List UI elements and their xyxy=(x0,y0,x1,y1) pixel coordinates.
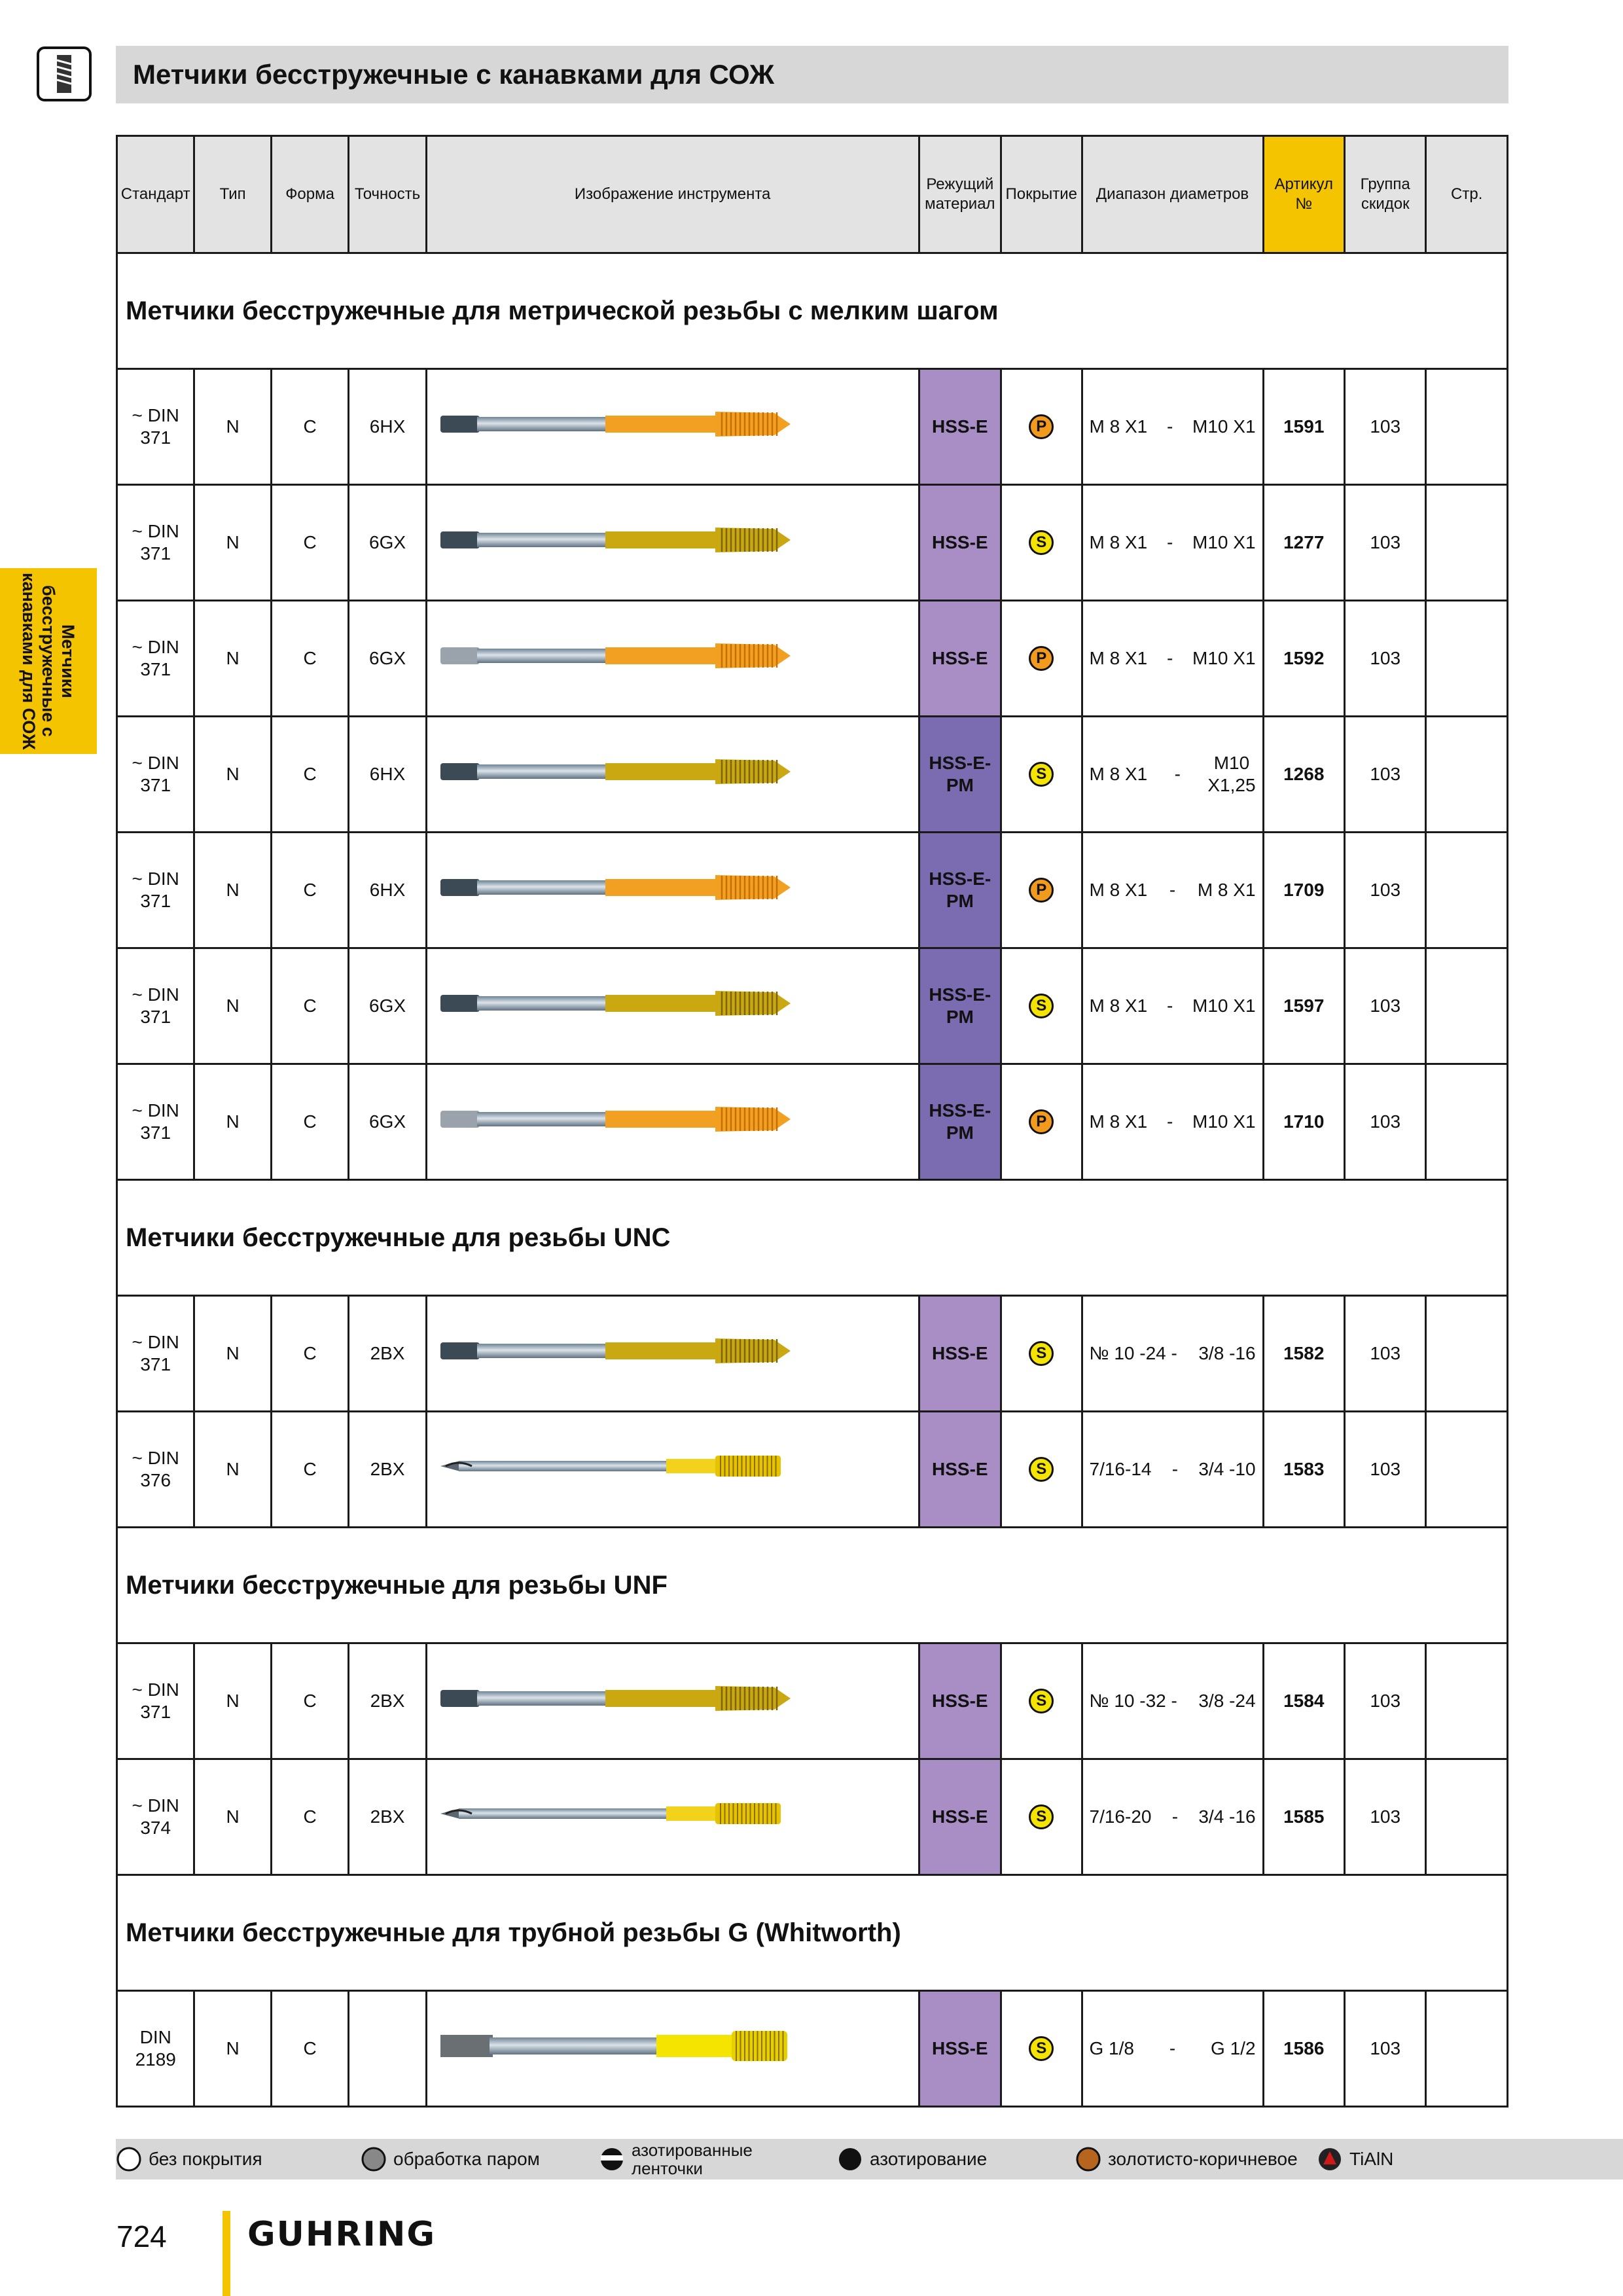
cell-group: 103 xyxy=(1344,1064,1425,1180)
range-dash: - xyxy=(1166,996,1173,1016)
range-from: 7/16-14 xyxy=(1089,1459,1152,1479)
page-number: 724 xyxy=(116,2219,167,2253)
cell-accuracy: 2BX xyxy=(349,1759,426,1875)
legend-label: TiAlN xyxy=(1349,2149,1394,2169)
legend-label: азотированные ленточки xyxy=(632,2140,753,2178)
cell-range xyxy=(1082,948,1263,1064)
legend-label: золотисто-коричневое xyxy=(1108,2149,1298,2169)
cell-accuracy: 6HX xyxy=(349,369,426,485)
cell-coating xyxy=(1001,1991,1082,2107)
range-to: M10 X1 xyxy=(1192,416,1256,437)
legend-item xyxy=(1075,2145,1308,2174)
table-row xyxy=(117,369,1508,485)
cell-type: N xyxy=(194,1643,271,1759)
tap-image xyxy=(434,630,800,681)
tap-image xyxy=(434,978,800,1029)
col-material: Режущий материал xyxy=(919,136,1001,253)
cell-group: 103 xyxy=(1344,1643,1425,1759)
section-row xyxy=(117,253,1508,369)
cell-standard: ~ DIN 371 xyxy=(117,1064,194,1180)
cell-range xyxy=(1082,369,1263,485)
cell-type: N xyxy=(194,833,271,948)
cell-image xyxy=(426,1296,919,1412)
cell-standard: ~ DIN 371 xyxy=(117,1296,194,1412)
cell-type: N xyxy=(194,1412,271,1528)
cell-group: 103 xyxy=(1344,717,1425,833)
cell-material: HSS-E xyxy=(919,1643,1001,1759)
coating-p-icon: P xyxy=(1029,646,1054,671)
cell-material: HSS-E xyxy=(919,1759,1001,1875)
cell-standard: ~ DIN 371 xyxy=(117,485,194,601)
range-from: № 10 -32 - xyxy=(1089,1691,1177,1711)
cell-accuracy: 6HX xyxy=(349,717,426,833)
cell-material: HSS-E xyxy=(919,485,1001,601)
section-row xyxy=(117,1180,1508,1296)
cell-group: 103 xyxy=(1344,833,1425,948)
cell-form: C xyxy=(271,1991,348,2107)
cell-type: N xyxy=(194,1296,271,1412)
cell-image xyxy=(426,1643,919,1759)
cell-accuracy: 6GX xyxy=(349,601,426,717)
cell-article[interactable]: 1591 xyxy=(1263,369,1344,485)
cell-standard: ~ DIN 371 xyxy=(117,833,194,948)
col-group: Группа скидок xyxy=(1344,136,1425,253)
cell-article[interactable]: 1597 xyxy=(1263,948,1344,1064)
col-form: Форма xyxy=(271,136,348,253)
cell-page xyxy=(1426,601,1508,717)
cell-accuracy: 6GX xyxy=(349,1064,426,1180)
cell-group: 103 xyxy=(1344,1296,1425,1412)
legend-item xyxy=(361,2145,590,2174)
cell-form: C xyxy=(271,717,348,833)
range-to: 3/4 -10 xyxy=(1198,1459,1256,1479)
cell-page xyxy=(1426,717,1508,833)
range-from: M 8 X1 xyxy=(1089,532,1148,552)
coating-s-icon: S xyxy=(1029,1804,1054,1829)
tap-image xyxy=(434,1094,800,1145)
cell-image xyxy=(426,369,919,485)
table-row xyxy=(117,1064,1508,1180)
table-row xyxy=(117,1296,1508,1412)
range-from: M 8 X1 xyxy=(1089,416,1148,437)
coating-s-icon: S xyxy=(1029,1341,1054,1366)
legend-item xyxy=(599,2141,828,2178)
table-row xyxy=(117,833,1508,948)
cell-page xyxy=(1426,485,1508,601)
cell-coating xyxy=(1001,1412,1082,1528)
cell-range xyxy=(1082,1643,1263,1759)
brand-logo: GUHRING xyxy=(247,2215,437,2254)
range-dash: - xyxy=(1169,880,1176,900)
table-row xyxy=(117,1991,1508,2107)
table-row xyxy=(117,948,1508,1064)
cell-range xyxy=(1082,1296,1263,1412)
brown-drop-icon xyxy=(1075,2145,1103,2174)
black-drop-icon xyxy=(837,2145,865,2174)
col-type: Тип xyxy=(194,136,271,253)
coating-s-icon: S xyxy=(1029,530,1054,555)
range-dash: - xyxy=(1174,764,1181,784)
col-article: Артикул № xyxy=(1263,136,1344,253)
section-title: Метчики бесстружечные для резьбы UNC xyxy=(117,1180,1508,1296)
legend-item xyxy=(1317,2145,1448,2174)
cell-type: N xyxy=(194,485,271,601)
cell-material: HSS-E- PM xyxy=(919,1064,1001,1180)
cell-coating xyxy=(1001,833,1082,948)
cell-group: 103 xyxy=(1344,601,1425,717)
cell-standard: ~ DIN 376 xyxy=(117,1412,194,1528)
tialn-drop-icon xyxy=(1317,2145,1344,2174)
section-title: Метчики бесстружечные для резьбы UNF xyxy=(117,1528,1508,1643)
cell-material: HSS-E xyxy=(919,1412,1001,1528)
range-to: M10 X1,25 xyxy=(1207,753,1256,795)
cell-material: HSS-E- PM xyxy=(919,833,1001,948)
side-tab-label: Метчики бесстружечные с канавками для СОЖ xyxy=(19,572,78,750)
cell-image xyxy=(426,1412,919,1528)
coating-s-icon: S xyxy=(1029,1457,1054,1482)
range-from: № 10 -24 - xyxy=(1089,1343,1177,1363)
cell-article[interactable]: 1582 xyxy=(1263,1296,1344,1412)
range-dash: - xyxy=(1166,416,1173,437)
cell-range xyxy=(1082,485,1263,601)
coating-p-icon: P xyxy=(1029,878,1054,903)
cell-coating xyxy=(1001,717,1082,833)
cell-image xyxy=(426,601,919,717)
coating-s-icon: S xyxy=(1029,994,1054,1018)
tap-image xyxy=(434,862,800,913)
cell-image xyxy=(426,948,919,1064)
footer-accent-bar xyxy=(223,2211,230,2296)
cell-article[interactable]: 1584 xyxy=(1263,1643,1344,1759)
cell-page xyxy=(1426,948,1508,1064)
cell-image xyxy=(426,1759,919,1875)
range-to: 3/4 -16 xyxy=(1198,1806,1256,1827)
range-to: M10 X1 xyxy=(1192,532,1256,552)
cell-accuracy: 2BX xyxy=(349,1412,426,1528)
range-from: M 8 X1 xyxy=(1089,1111,1148,1132)
cell-accuracy: 6GX xyxy=(349,948,426,1064)
tap-image xyxy=(434,2020,800,2072)
cell-page xyxy=(1426,1412,1508,1528)
cell-article[interactable]: 1709 xyxy=(1263,833,1344,948)
range-to: M 8 X1 xyxy=(1197,880,1256,900)
table-row xyxy=(117,717,1508,833)
cell-accuracy: 6GX xyxy=(349,485,426,601)
cell-group: 103 xyxy=(1344,1759,1425,1875)
section-title: Метчики бесстружечные для трубной резьбы G (Whitworth) xyxy=(117,1875,1508,1991)
table-header xyxy=(117,136,1508,253)
table-row xyxy=(117,1643,1508,1759)
range-dash: - xyxy=(1166,532,1173,552)
grey-drop-icon xyxy=(361,2145,388,2174)
tap-image xyxy=(434,1789,800,1840)
legend-item xyxy=(116,2145,351,2174)
product-table xyxy=(116,135,1508,2108)
striped-drop-icon xyxy=(599,2145,626,2174)
cell-type: N xyxy=(194,717,271,833)
cell-group: 103 xyxy=(1344,1991,1425,2107)
cell-range xyxy=(1082,1064,1263,1180)
cell-type: N xyxy=(194,1759,271,1875)
cell-form: C xyxy=(271,1412,348,1528)
cell-form: C xyxy=(271,601,348,717)
range-from: M 8 X1 xyxy=(1089,648,1148,668)
cell-image xyxy=(426,1064,919,1180)
coating-s-icon: S xyxy=(1029,1689,1054,1713)
cell-article[interactable]: 1592 xyxy=(1263,601,1344,717)
cell-article[interactable]: 1583 xyxy=(1263,1412,1344,1528)
cell-form: C xyxy=(271,1064,348,1180)
cell-coating xyxy=(1001,1643,1082,1759)
cell-page xyxy=(1426,369,1508,485)
col-image: Изображение инструмента xyxy=(426,136,919,253)
cell-article[interactable]: 1710 xyxy=(1263,1064,1344,1180)
legend-label: без покрытия xyxy=(149,2149,262,2169)
range-dash: - xyxy=(1171,1459,1179,1479)
cell-coating xyxy=(1001,369,1082,485)
cell-form: C xyxy=(271,948,348,1064)
coating-s-icon: S xyxy=(1029,762,1054,787)
table-row xyxy=(117,1412,1508,1528)
cell-group: 103 xyxy=(1344,369,1425,485)
coating-p-icon: P xyxy=(1029,414,1054,439)
legend-label: азотирование xyxy=(870,2149,988,2169)
cell-material: HSS-E- PM xyxy=(919,717,1001,833)
tap-image xyxy=(434,1325,800,1376)
section-row xyxy=(117,1875,1508,1991)
cell-type: N xyxy=(194,369,271,485)
cell-accuracy xyxy=(349,1991,426,2107)
col-coating: Покрытие xyxy=(1001,136,1082,253)
cell-image xyxy=(426,717,919,833)
tap-logo-icon xyxy=(36,46,92,102)
range-dash: - xyxy=(1171,1806,1179,1827)
table-row xyxy=(117,1759,1508,1875)
cell-coating xyxy=(1001,485,1082,601)
col-accuracy: Точность xyxy=(349,136,426,253)
cell-range xyxy=(1082,717,1263,833)
cell-form: C xyxy=(271,369,348,485)
cell-accuracy: 2BX xyxy=(349,1296,426,1412)
cell-article[interactable]: 1277 xyxy=(1263,485,1344,601)
tap-image xyxy=(434,514,800,565)
col-standard: Стандарт xyxy=(117,136,194,253)
range-dash: - xyxy=(1169,2038,1176,2058)
legend-label: обработка паром xyxy=(393,2149,540,2169)
cell-coating xyxy=(1001,1759,1082,1875)
side-tab xyxy=(0,568,97,754)
cell-page xyxy=(1426,1991,1508,2107)
cell-range xyxy=(1082,601,1263,717)
tap-image xyxy=(434,1441,800,1492)
cell-page xyxy=(1426,1064,1508,1180)
cell-standard: ~ DIN 371 xyxy=(117,948,194,1064)
cell-standard: ~ DIN 371 xyxy=(117,369,194,485)
section-row xyxy=(117,1528,1508,1643)
cell-type: N xyxy=(194,601,271,717)
cell-accuracy: 2BX xyxy=(349,1643,426,1759)
cell-page xyxy=(1426,1643,1508,1759)
cell-range xyxy=(1082,1759,1263,1875)
cell-image xyxy=(426,485,919,601)
range-from: 7/16-20 xyxy=(1089,1806,1152,1827)
table-row xyxy=(117,601,1508,717)
cell-range xyxy=(1082,1412,1263,1528)
cell-group: 103 xyxy=(1344,485,1425,601)
legend-item xyxy=(837,2145,1066,2174)
range-to: M10 X1 xyxy=(1192,648,1256,668)
cell-group: 103 xyxy=(1344,1412,1425,1528)
cell-article[interactable]: 1586 xyxy=(1263,1991,1344,2107)
cell-material: HSS-E xyxy=(919,1991,1001,2107)
range-to: M10 X1 xyxy=(1192,1111,1256,1132)
cell-coating xyxy=(1001,948,1082,1064)
col-page: Стр. xyxy=(1426,136,1508,253)
cell-form: C xyxy=(271,833,348,948)
cell-standard: DIN 2189 xyxy=(117,1991,194,2107)
cell-standard: ~ DIN 371 xyxy=(117,601,194,717)
cell-group: 103 xyxy=(1344,948,1425,1064)
cell-article[interactable]: 1585 xyxy=(1263,1759,1344,1875)
range-to: M10 X1 xyxy=(1192,996,1256,1016)
cell-coating xyxy=(1001,1296,1082,1412)
cell-standard: ~ DIN 374 xyxy=(117,1759,194,1875)
cell-page xyxy=(1426,1759,1508,1875)
page-title: Метчики бесстружечные с канавками для СОЖ xyxy=(133,59,775,90)
cell-article[interactable]: 1268 xyxy=(1263,717,1344,833)
range-from: G 1/8 xyxy=(1089,2038,1134,2058)
cell-material: HSS-E- PM xyxy=(919,948,1001,1064)
coating-s-icon: S xyxy=(1029,2036,1054,2061)
section-title: Метчики бесстружечные для метрической резьбы с мелким шагом xyxy=(117,253,1508,369)
cell-standard: ~ DIN 371 xyxy=(117,717,194,833)
cell-form: C xyxy=(271,1296,348,1412)
cell-type: N xyxy=(194,948,271,1064)
range-to: 3/8 -24 xyxy=(1198,1691,1256,1711)
col-range: Диапазон диаметров xyxy=(1082,136,1263,253)
range-to: G 1/2 xyxy=(1211,2038,1256,2058)
range-to: 3/8 -16 xyxy=(1198,1343,1256,1363)
cell-type: N xyxy=(194,1064,271,1180)
range-dash: - xyxy=(1166,648,1173,668)
cell-image xyxy=(426,1991,919,2107)
cell-form: C xyxy=(271,1643,348,1759)
cell-page xyxy=(1426,1296,1508,1412)
cell-form: C xyxy=(271,1759,348,1875)
circle-outline-icon xyxy=(116,2145,143,2174)
cell-range xyxy=(1082,1991,1263,2107)
coating-legend xyxy=(116,2139,1623,2179)
cell-accuracy: 6HX xyxy=(349,833,426,948)
cell-type: N xyxy=(194,1991,271,2107)
table-row xyxy=(117,485,1508,601)
cell-range xyxy=(1082,833,1263,948)
cell-coating xyxy=(1001,601,1082,717)
tap-image xyxy=(434,1673,800,1724)
cell-coating xyxy=(1001,1064,1082,1180)
cell-page xyxy=(1426,833,1508,948)
cell-material: HSS-E xyxy=(919,369,1001,485)
range-dash: - xyxy=(1166,1111,1173,1132)
tap-image xyxy=(434,399,800,450)
coating-p-icon: P xyxy=(1029,1109,1054,1134)
cell-material: HSS-E xyxy=(919,601,1001,717)
tap-image xyxy=(434,746,800,797)
page-title-bar xyxy=(116,46,1508,103)
cell-material: HSS-E xyxy=(919,1296,1001,1412)
range-from: M 8 X1 xyxy=(1089,880,1148,900)
cell-standard: ~ DIN 371 xyxy=(117,1643,194,1759)
cell-image xyxy=(426,833,919,948)
cell-form: C xyxy=(271,485,348,601)
range-from: M 8 X1 xyxy=(1089,764,1148,784)
range-from: M 8 X1 xyxy=(1089,996,1148,1016)
